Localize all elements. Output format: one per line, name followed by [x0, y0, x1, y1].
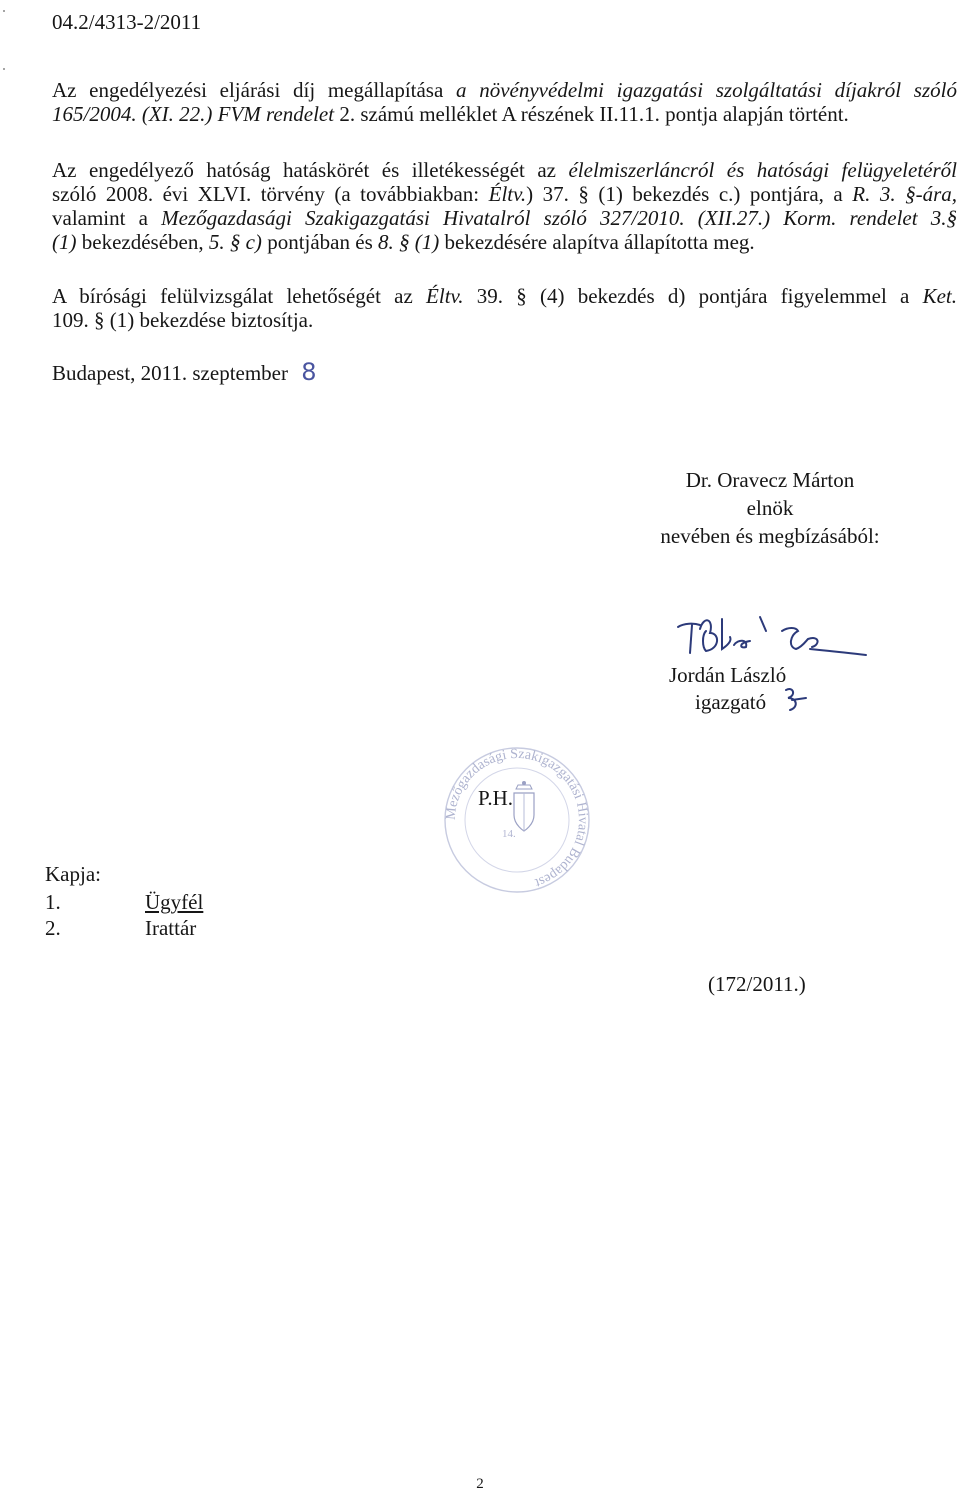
- signatory-title: elnök: [746, 496, 794, 520]
- para2-line4: [52, 230, 755, 254]
- para3-text: A bírósági felülvizsgálat lehetőségét az: [52, 284, 427, 308]
- signer-name: Jordán László: [669, 663, 787, 687]
- distribution-item-number: 2.: [45, 916, 61, 940]
- signatory-name: Dr. Oravecz Márton: [685, 468, 855, 492]
- official-stamp: [432, 745, 602, 895]
- para2-line1: [52, 158, 957, 182]
- distribution-item-number: 1.: [45, 890, 61, 914]
- para1-text: 2. számú melléklet A részének II.11.1. pontja alapján történt.: [334, 102, 849, 126]
- stamp-number: 14.: [502, 828, 516, 840]
- para2-regulation: Mezőgazdasági Szakigazgatási Hivatalról szóló 327/2010. (XII.27.) Korm. rendelet 3.§: [161, 206, 957, 230]
- handwritten-day: 8: [301, 358, 317, 386]
- on-behalf-text: nevében és megbízásából:: [660, 524, 880, 548]
- ph-mark: P.H.: [478, 786, 514, 810]
- para2-ref: (1): [52, 230, 77, 254]
- para3-abbrev: Éltv.: [426, 284, 464, 308]
- para2-text: ) 37. § (1) bekezdés c.) pontjára, a: [526, 182, 853, 206]
- para2-line2: [52, 182, 957, 206]
- para2-law-title: élelmiszerláncról és hatósági felügyeletéről: [568, 158, 957, 182]
- para3-line1: [52, 284, 957, 308]
- date-line: [52, 360, 317, 385]
- para2-abbrev: Éltv.: [488, 182, 527, 206]
- para1-line2: [52, 102, 849, 126]
- page-number: 2: [476, 1476, 484, 1492]
- reference-number: (172/2011.): [708, 972, 806, 996]
- para2-ref: R. 3. §-ára,: [852, 182, 957, 206]
- para2-text: valamint a: [52, 206, 162, 230]
- para1-line1: [52, 78, 957, 102]
- case-number: 04.2/4313-2/2011: [52, 10, 202, 34]
- coat-of-arms-icon: [514, 781, 534, 831]
- stamp-inner-ring: [465, 768, 569, 872]
- para3-text: 39. § (4) bekezdés d) pontjára figyelemmel a: [463, 284, 923, 308]
- distribution-heading: Kapja:: [45, 862, 101, 886]
- para2-text: szóló 2008. évi XLVI. törvény (a továbbiakban:: [52, 182, 489, 206]
- para3-line2: 109. § (1) bekezdése biztosítja.: [52, 308, 314, 332]
- para3-abbrev: Ket.: [922, 284, 958, 308]
- para2-ref: 8. § (1): [378, 230, 440, 254]
- para2-text: bekezdésében,: [76, 230, 209, 254]
- para2-text: pontjában és: [261, 230, 378, 254]
- para2-line3: [52, 206, 957, 230]
- signer-title: igazgató: [695, 690, 767, 714]
- distribution-item-label: Ügyfél: [145, 890, 204, 914]
- distribution-item-label: Irattár: [145, 916, 197, 940]
- para1-decree-title: a növényvédelmi igazgatási szolgáltatási díjakról szóló: [456, 78, 957, 102]
- scan-artifact: [3, 68, 5, 70]
- date-text: Budapest, 2011. szeptember: [52, 361, 288, 385]
- scan-artifact: [3, 10, 5, 12]
- para1-decree-ref: 165/2004. (XI. 22.) FVM rendelet: [52, 102, 335, 126]
- para1-text: Az engedélyezési eljárási díj megállapítása: [52, 78, 457, 102]
- stamp-ring-text: Mezőgazdasági Szakigazgatási Hivatal Budapest: [443, 746, 591, 891]
- para2-ref: 5. § c): [208, 230, 262, 254]
- para2-text: Az engedélyező hatóság hatáskörét és illetékességét az: [52, 158, 569, 182]
- handwritten-initial: [780, 684, 810, 714]
- para2-text: bekezdésére alapítva állapította meg.: [439, 230, 755, 254]
